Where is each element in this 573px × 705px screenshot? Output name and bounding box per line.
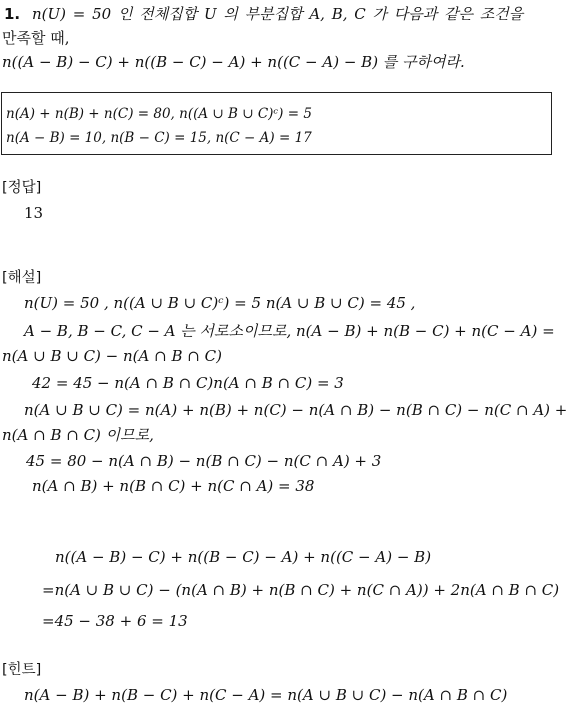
solution-line: A − B, B − C, C − A 는 서로소이므로, n(A − B) + n(B − C) + n(C − A) = <box>24 322 555 340</box>
solution-line: 42 = 45 − n(A ∩ B ∩ C)n(A ∩ B ∩ C) = 3 <box>32 374 344 392</box>
solution-line: 45 = 80 − n(A ∩ B) − n(B ∩ C) − n(C ∩ A) + 3 <box>26 452 382 470</box>
hint-line: n(A − B) + n(B − C) + n(C − A) = n(A ∪ B ∪ C) − n(A ∩ B ∩ C) <box>24 686 508 704</box>
condition-box <box>1 92 552 155</box>
solution-line: n(A ∩ B) + n(B ∩ C) + n(C ∩ A) = 38 <box>32 477 315 495</box>
solution-line: n(A ∪ B ∪ C) − n(A ∩ B ∩ C) <box>2 347 222 365</box>
problem-line-1: n(U) = 50 인 전체집합 U 의 부분집합 A, B, C 가 다음과 같은 조건을 <box>32 5 524 23</box>
condition-line-2: n(A − B) = 10, n(B − C) = 15, n(C − A) = 17 <box>6 130 312 146</box>
hint-header: [힌트] <box>2 662 42 678</box>
solution-line: n(A ∪ B ∪ C) = n(A) + n(B) + n(C) − n(A ∩ B) − n(B ∩ C) − n(C ∩ A) + <box>24 401 568 419</box>
solution-line: =n(A ∪ B ∪ C) − (n(A ∩ B) + n(B ∩ C) + n(C ∩ A)) + 2n(A ∩ B ∩ C) <box>42 581 560 599</box>
problem-line-3: n((A − B) − C) + n((B − C) − A) + n((C − A) − B) 를 구하여라. <box>2 53 465 71</box>
problem-line-2: 만족할 때, <box>2 29 70 47</box>
answer-value: 13 <box>24 204 44 222</box>
solution-header: [해설] <box>2 270 42 286</box>
solution-line: n(U) = 50 , n((A ∪ B ∪ C)ᶜ) = 5 n(A ∪ B ∪ C) = 45 , <box>24 294 416 312</box>
answer-header: [정답] <box>2 180 42 196</box>
problem-number: 1. <box>4 5 21 23</box>
condition-line-1: n(A) + n(B) + n(C) = 80, n((A ∪ B ∪ C)ᶜ) = 5 <box>6 106 312 122</box>
solution-line: n((A − B) − C) + n((B − C) − A) + n((C − A) − B) <box>55 548 432 566</box>
solution-line: n(A ∩ B ∩ C) 이므로, <box>2 426 154 444</box>
solution-line: =45 − 38 + 6 = 13 <box>42 612 188 630</box>
